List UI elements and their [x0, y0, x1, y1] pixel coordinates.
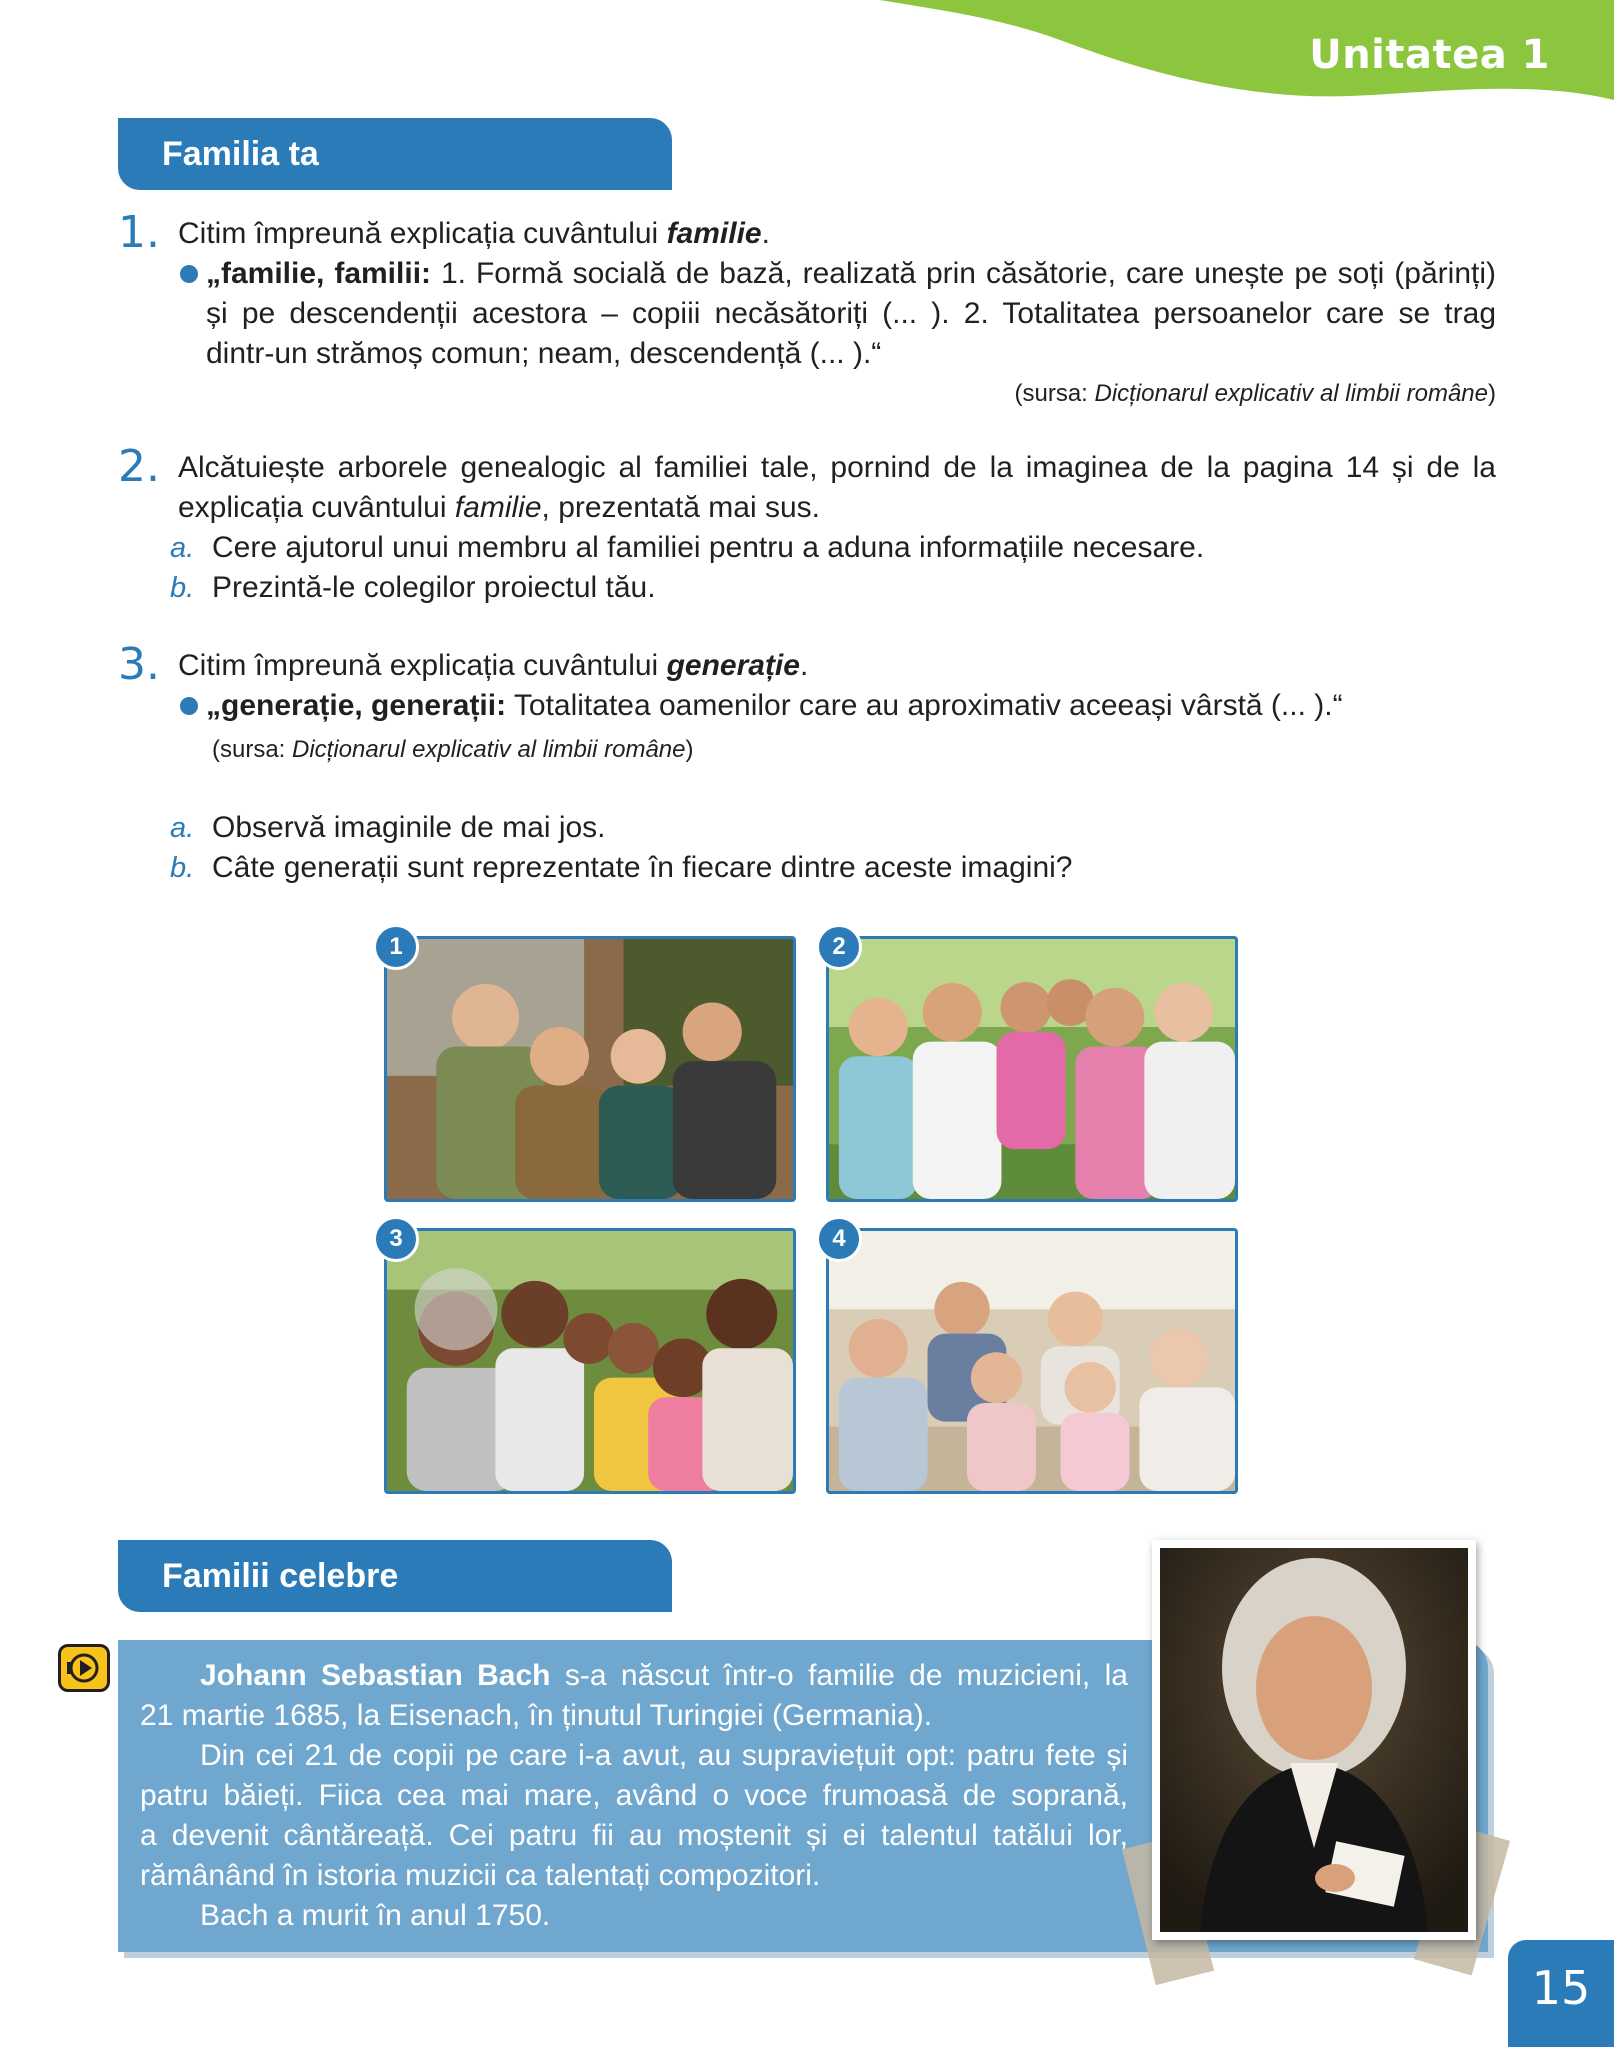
family-photo-3: [384, 1228, 796, 1494]
bach-p3-line1: Bach a murit în anul 1750.: [200, 1899, 551, 1932]
definition-generatie: „generație, generații: Totalitatea oamenilor care au aproximativ aceeași vârstă (... ).“: [206, 689, 1343, 722]
exercise-3-number: 3.: [118, 639, 160, 690]
family-photo-4: [826, 1228, 1238, 1494]
bach-p2-line3: a devenit cântăreață. Cei patru fii au moștenit și ei talentul tatălui lor,: [140, 1819, 1128, 1852]
exercise-2a-letter: a.: [170, 532, 195, 564]
exercise-2-number: 2.: [118, 441, 160, 492]
bach-p1-line2: 21 martie 1685, la Eisenach, în ținutul Turingiei (Germania).: [140, 1699, 933, 1732]
definition-familie-line2: și pe descendenții acestora – copiii necăsătoriți (... ). 2. Totalitatea persoanelor care se trag: [206, 297, 1496, 330]
photo-number-badge: 2: [816, 924, 862, 970]
bach-p1-line1: Johann Sebastian Bach s-a născut într-o familie de muzicieni, la: [200, 1659, 1128, 1692]
page-number: 15: [1508, 1940, 1614, 2047]
exercise-3a-text: Observă imaginile de mai jos.: [212, 811, 606, 844]
exercise-2-line2: explicația cuvântului familie, prezentată mai sus.: [178, 491, 820, 524]
bullet-icon: [180, 697, 198, 715]
photo-number-badge: 3: [373, 1216, 419, 1262]
unit-label: Unitatea 1: [1309, 32, 1550, 78]
family-photo-1: [384, 936, 796, 1202]
exercise-3b-letter: b.: [170, 852, 195, 884]
bach-portrait: [1152, 1540, 1476, 1940]
audio-play-icon[interactable]: [58, 1644, 110, 1692]
bach-p2-line2: patru băieți. Fiica cea mai mare, având o voce frumoasă de soprană,: [140, 1779, 1128, 1812]
section-title-familia-ta: Familia ta: [118, 118, 672, 190]
definition-familie-line1: „familie, familii: 1. Formă socială de bază, realizată prin căsătorie, care unește pe soți (părinți): [206, 257, 1496, 290]
exercise-3b-text: Câte generații sunt reprezentate în fiecare dintre aceste imagini?: [212, 851, 1073, 884]
exercise-3a-letter: a.: [170, 812, 195, 844]
section-title-familii-celebre: Familii celebre: [118, 1540, 672, 1612]
bach-p2-line4: rămânând în istoria muzicii ca talentați compozitori.: [140, 1859, 821, 1892]
photo-number-badge: 4: [816, 1216, 862, 1262]
exercise-2a-text: Cere ajutorul unui membru al familiei pentru a aduna informațiile necesare.: [212, 531, 1205, 564]
family-photo-2: [826, 936, 1238, 1202]
exercise-3-intro: Citim împreună explicația cuvântului generație.: [178, 649, 809, 682]
exercise-2-line1: Alcătuiește arborele genealogic al familiei tale, pornind de la imaginea de la pagina 14 și de la: [178, 451, 1496, 484]
exercise-1-number: 1.: [118, 207, 160, 258]
source-citation-2: (sursa: Dicționarul explicativ al limbii române): [212, 736, 694, 763]
photo-number-badge: 1: [373, 924, 419, 970]
source-citation-1: (sursa: Dicționarul explicativ al limbii române): [1014, 380, 1496, 407]
definition-familie-line3: dintr-un strămoș comun; neam, descendență (... ).“: [206, 337, 882, 370]
bullet-icon: [180, 265, 198, 283]
exercise-2b-letter: b.: [170, 572, 195, 604]
exercise-1-intro: Citim împreună explicația cuvântului familie.: [178, 217, 770, 250]
exercise-2b-text: Prezintă-le colegilor proiectul tău.: [212, 571, 656, 604]
bach-p2-line1: Din cei 21 de copii pe care i-a avut, au supraviețuit opt: patru fete și: [200, 1739, 1128, 1772]
